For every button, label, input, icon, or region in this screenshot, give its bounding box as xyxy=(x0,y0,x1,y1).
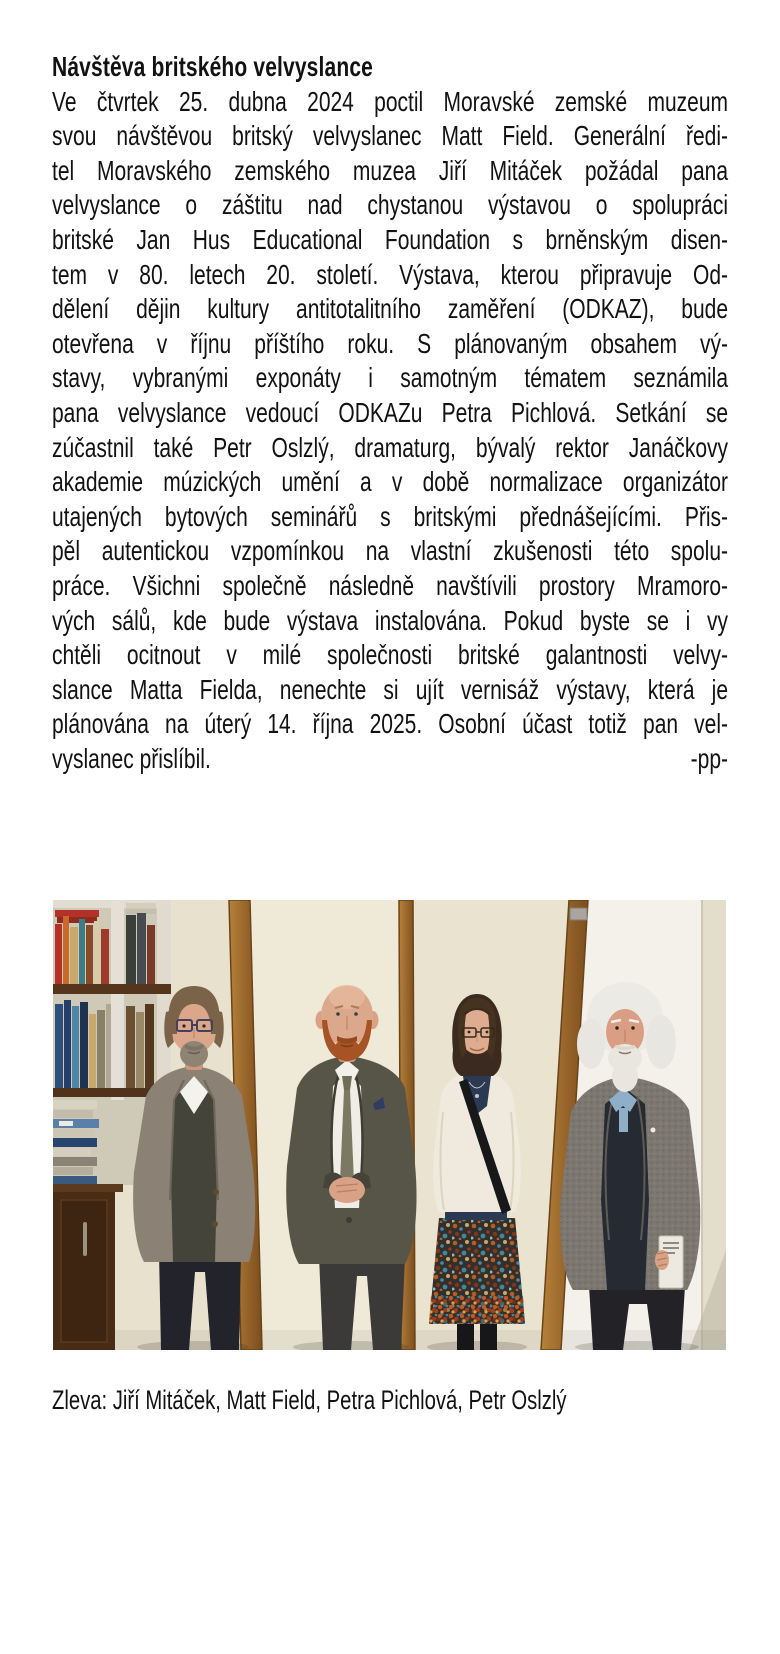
paragraph-line: pěl autentickou vzpomínkou na vlastní zkušenosti této spolu- xyxy=(52,535,729,567)
paragraph-line: otevřena v říjnu příštího roku. S plánovaným obsahem vý- xyxy=(52,327,729,359)
paragraph-line: dělení dějin kultury antitotalitního zaměření (ODKAZ), bude xyxy=(52,293,729,325)
paragraph-line: tel Moravského zemského muzea Jiří Mitáček požádal pana xyxy=(52,154,729,186)
paragraph-line: stavy, vybranými exponáty i samotným tématem seznámila xyxy=(52,362,729,394)
article-paragraph xyxy=(52,85,728,742)
paragraph-line: utajených bytových seminářů s britskými přednášejícími. Přis- xyxy=(52,500,729,532)
paragraph-line: chtěli ocitnout v milé společnosti britské galantnosti velvy- xyxy=(52,639,729,671)
author-signature: -pp- xyxy=(690,742,729,774)
paragraph-line: plánována na úterý 14. října 2025. Osobní účast totiž pan vel- xyxy=(52,708,729,740)
paragraph-line: tem v 80. letech 20. století. Výstava, kterou připravuje Od- xyxy=(52,258,729,290)
door-hinge xyxy=(570,908,587,920)
paragraph-line: práce. Všichni společně následně navštívili prostory Mramoro- xyxy=(52,569,729,601)
paragraph-line: zúčastnil také Petr Oslzlý, dramaturg, bývalý rektor Janáčkovy xyxy=(52,431,729,463)
paragraph-line: slance Matta Fielda, nenechte si ujít vernisáž výstavy, která je xyxy=(52,673,729,705)
group-photo-illustration xyxy=(53,900,726,1350)
paragraph-line: vých sálů, kde bude výstava instalována. Pokud byste se i vy xyxy=(52,604,729,636)
article-heading: Návštěva britského velvyslance xyxy=(52,51,373,82)
last-line-text: vyslanec přislíbil. xyxy=(52,742,211,774)
photo-figure xyxy=(52,900,726,1415)
paragraph-line: Ve čtvrtek 25. dubna 2024 poctil Moravské zemské muzeum xyxy=(52,85,729,117)
article-last-line xyxy=(52,742,728,777)
photo-caption: Zleva: Jiří Mitáček, Matt Field, Petra Pichlová, Petr Oslzlý xyxy=(52,1385,567,1415)
paragraph-line: pana velvyslance vedoucí ODKAZu Petra Pichlová. Setkání se xyxy=(52,396,729,428)
paragraph-line: akademie múzických umění a v době normalizace organizátor xyxy=(52,466,729,498)
paragraph-line: velvyslance o záštitu nad chystanou výstavou o spolupráci xyxy=(52,189,729,221)
paragraph-line: svou návštěvou britský velvyslanec Matt Field. Generální ředi- xyxy=(52,120,729,152)
article-text-block xyxy=(52,50,728,776)
paragraph-line: britské Jan Hus Educational Foundation s brněnským disen- xyxy=(52,223,729,255)
